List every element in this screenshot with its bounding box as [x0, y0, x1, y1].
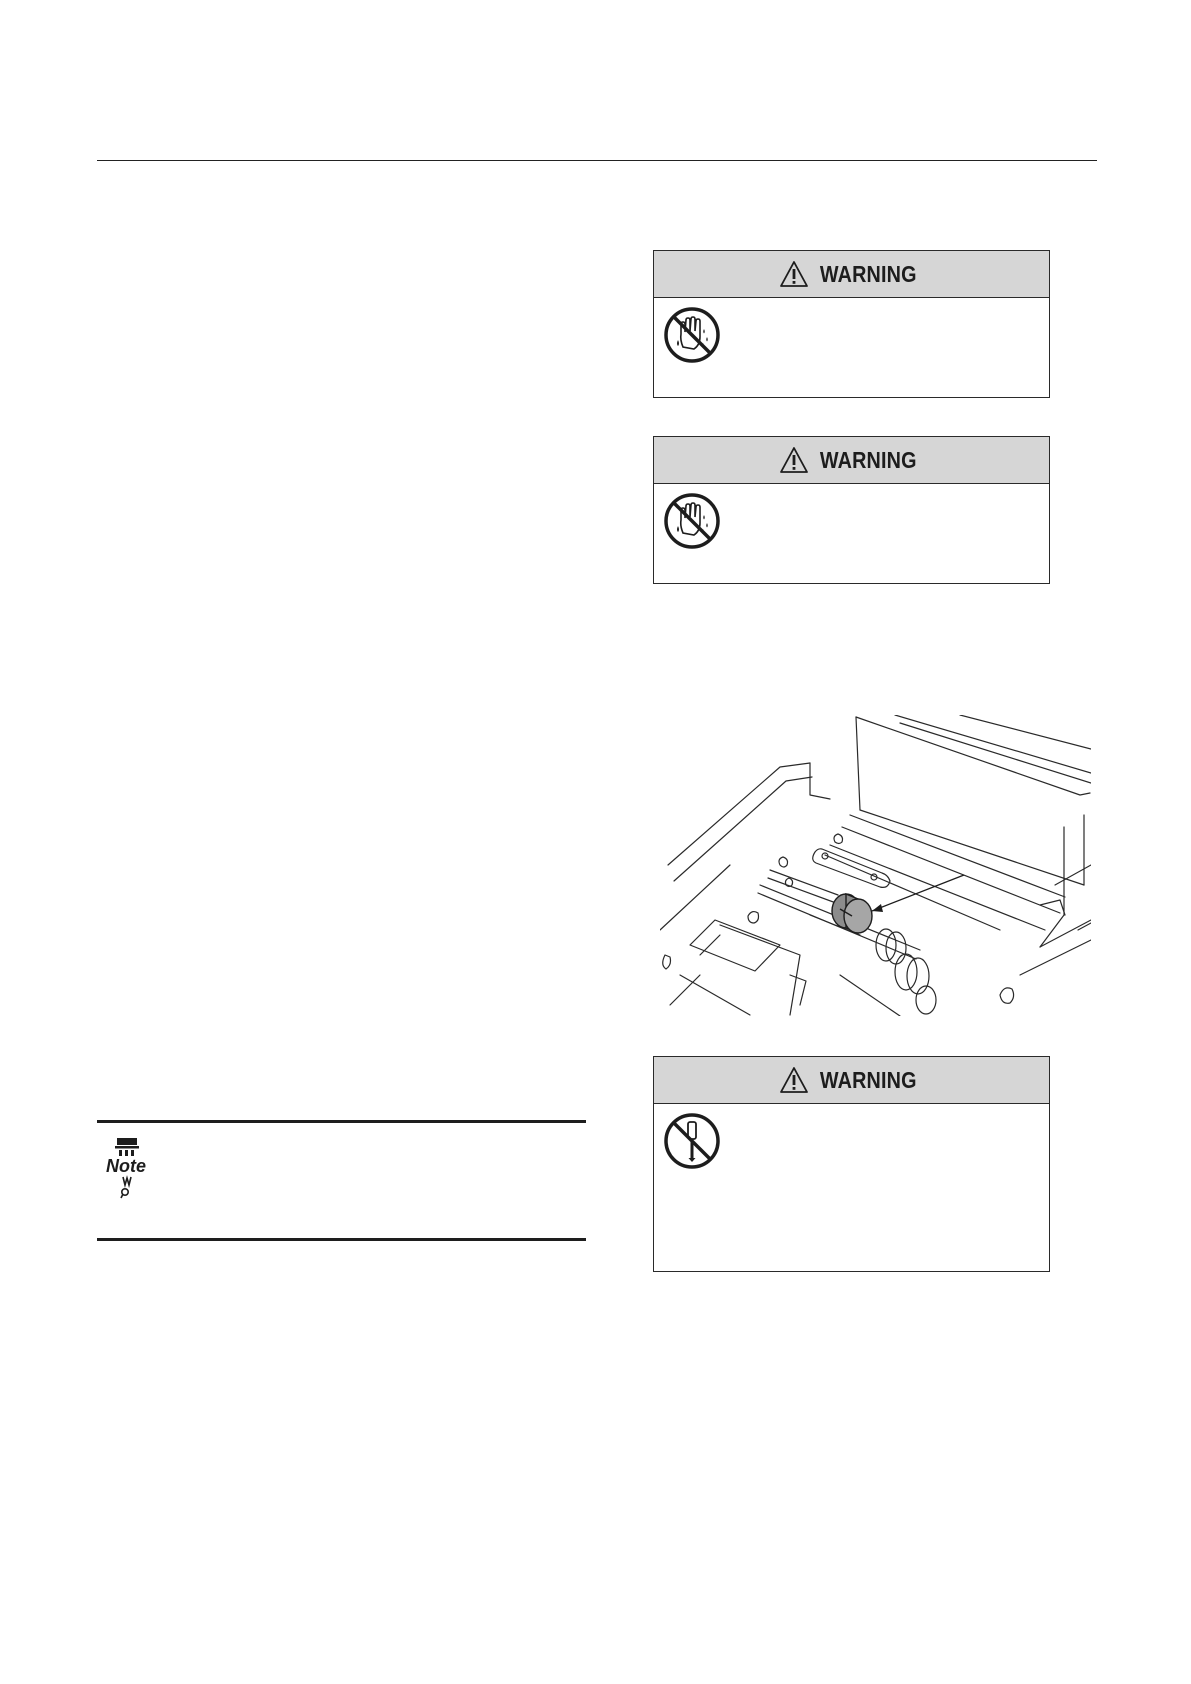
- warning-title: WARNING: [819, 1066, 917, 1093]
- caution-triangle-icon: [779, 446, 809, 474]
- warning-header: [654, 1057, 1049, 1104]
- warning-box-2: [653, 436, 1050, 584]
- note-block: [97, 1120, 586, 1241]
- note-label: Note: [106, 1156, 146, 1176]
- header-rule: [97, 160, 1097, 161]
- caution-triangle-icon: [779, 260, 809, 288]
- caution-triangle-icon: [779, 1066, 809, 1094]
- machine-interior-roller-illustration: [660, 715, 1091, 1016]
- warning-box-3: [653, 1056, 1050, 1272]
- warning-box-1: [653, 250, 1050, 398]
- no-wet-hands-icon: [664, 307, 720, 363]
- note-bottom-rule: [97, 1238, 586, 1241]
- warning-title: WARNING: [819, 260, 917, 287]
- warning-header: [654, 251, 1049, 298]
- note-top-rule: [97, 1120, 586, 1123]
- note-icon: [103, 1136, 149, 1202]
- warning-title: WARNING: [819, 446, 917, 473]
- no-disassembly-icon: [664, 1113, 720, 1169]
- no-wet-hands-icon: [664, 493, 720, 549]
- warning-header: [654, 437, 1049, 484]
